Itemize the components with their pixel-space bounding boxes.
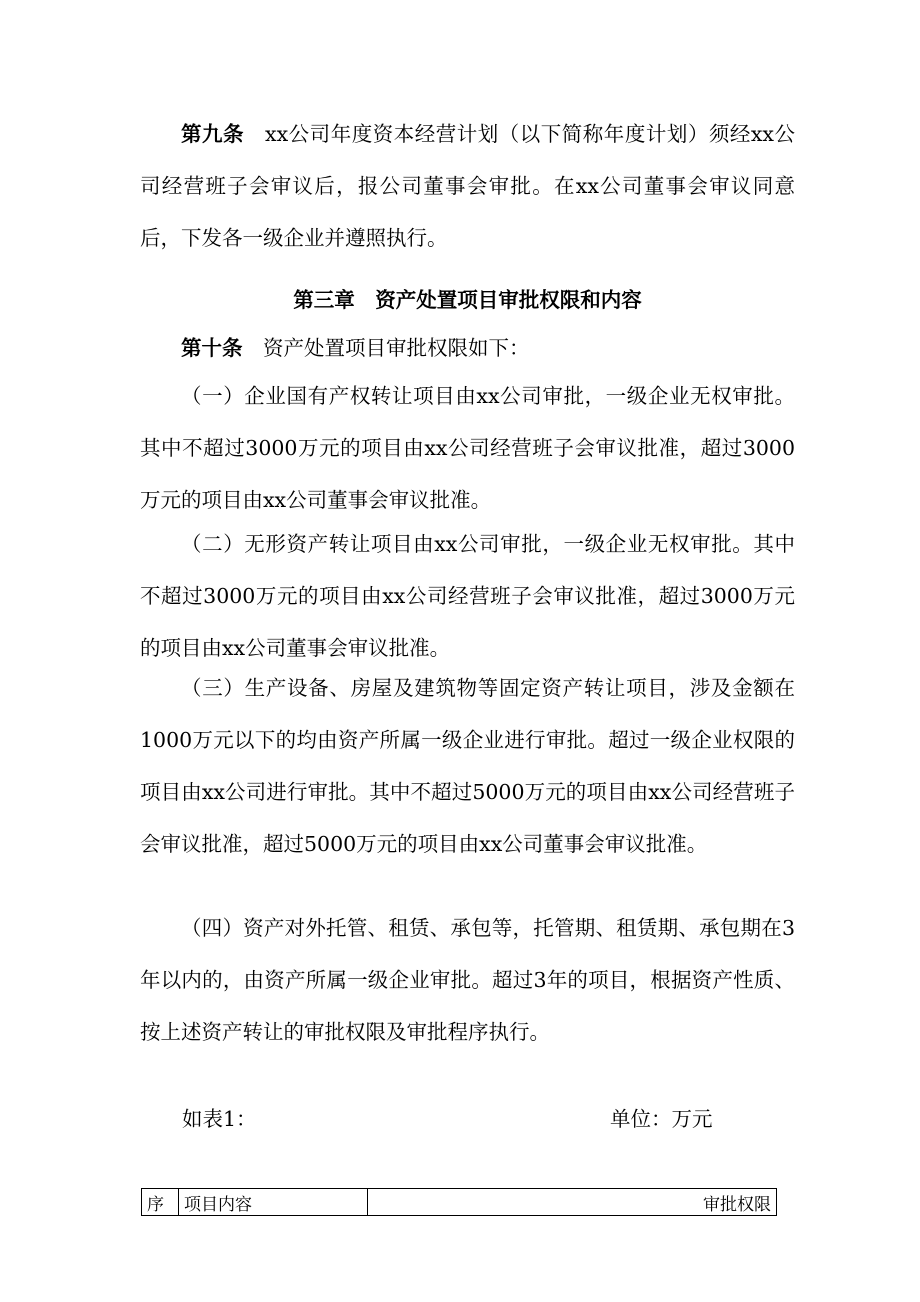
header-approval-authority: 审批权限 [368,1189,777,1216]
article-10-text: 资产处置项目审批权限如下： [263,336,530,360]
table-unit: 单位：万元 [610,1107,713,1131]
item-2-paragraph: （二）无形资产转让项目由xx公司审批，一级企业无权审批。其中不超过3000万元的项目由xx公司经营班子会审议批准，超过3000万元的项目由xx公司董事会审议批准。 [140,532,795,660]
chapter-3-title: 第三章 资产处置项目审批权限和内容 [293,288,642,312]
article-10-label: 第十条 [181,336,243,360]
table-header-row [142,1189,777,1216]
header-seq: 序 [142,1189,179,1216]
header-item-content: 项目内容 [179,1189,368,1216]
article-9-label: 第九条 [181,122,245,146]
item-1-paragraph: （一）企业国有产权转让项目由xx公司审批，一级企业无权审批。其中不超过3000万元的项目由xx公司经营班子会审议批准，超过3000万元的项目由xx公司董事会审议批准。 [140,384,795,512]
table-caption: 如表1： [182,1107,257,1131]
article-9-paragraph [140,108,795,264]
item-4-paragraph: （四）资产对外托管、租赁、承包等，托管期、租赁期、承包期在3年以内的，由资产所属一级企业审批。超过3年的项目，根据资产性质、按上述资产转让的审批权限及审批程序执行。 [140,916,795,1044]
item-3-paragraph: （三）生产设备、房屋及建筑物等固定资产转让项目，涉及金额在1000万元以下的均由资产所属一级企业进行审批。超过一级企业权限的项目由xx公司进行审批。其中不超过5000万元的项目由xx公司经营班子会审议批准，超过5000万元的项目由xx公司董事会审议批准。 [140,676,795,856]
article-9-text: xx公司年度资本经营计划（以下简称年度计划）须经xx公司经营班子会审议后，报公司董事会审批。在xx公司董事会审议同意后，下发各一级企业并遵照执行。 [140,122,796,250]
article-10-paragraph [140,322,795,374]
approval-table [141,1188,777,1216]
